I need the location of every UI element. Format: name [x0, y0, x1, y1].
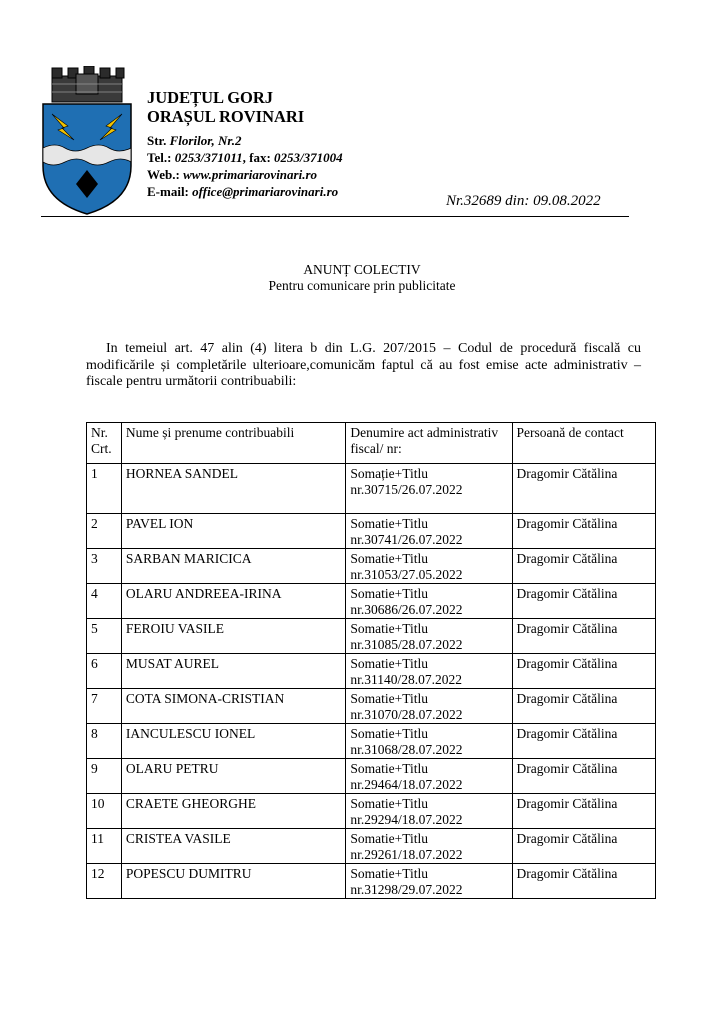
row-contact: Dragomir Cătălina [512, 829, 655, 864]
row-act [346, 794, 512, 829]
act-type: Somatie+Titlu [350, 761, 429, 776]
row-name: SARBAN MARICICA [121, 549, 346, 584]
row-name: CRISTEA VASILE [121, 829, 346, 864]
row-contact: Dragomir Cătălina [512, 514, 655, 549]
table-row [87, 759, 656, 794]
act-type: Somatie+Titlu [350, 796, 429, 811]
table-row [87, 724, 656, 759]
row-name: CRAETE GHEORGHE [121, 794, 346, 829]
act-type: Somatie+Titlu [350, 866, 429, 881]
web-line: Web.: www.primariarovinari.ro [147, 167, 318, 182]
row-nr: 12 [87, 864, 122, 899]
act-number: nr.31085/28.07.2022 [350, 637, 463, 652]
institution-header [147, 88, 343, 200]
header-divider [41, 216, 629, 217]
act-number: nr.29464/18.07.2022 [350, 777, 463, 792]
row-nr: 11 [87, 829, 122, 864]
table-row [87, 549, 656, 584]
row-contact: Dragomir Cătălina [512, 689, 655, 724]
row-name: OLARU PETRU [121, 759, 346, 794]
act-type: Somatie+Titlu [350, 551, 429, 566]
table-header-row [87, 423, 656, 464]
act-number: nr.31068/28.07.2022 [350, 742, 463, 757]
header-nr: Nr. Crt. [87, 423, 122, 464]
coat-of-arms [38, 66, 136, 216]
act-number: nr.30686/26.07.2022 [350, 602, 463, 617]
table-row [87, 619, 656, 654]
row-nr: 6 [87, 654, 122, 689]
row-act [346, 724, 512, 759]
row-name: POPESCU DUMITRU [121, 864, 346, 899]
row-act [346, 654, 512, 689]
table-row [87, 514, 656, 549]
row-name: PAVEL ION [121, 514, 346, 549]
row-nr: 8 [87, 724, 122, 759]
row-act [346, 864, 512, 899]
contributors-table [86, 422, 656, 899]
row-act [346, 514, 512, 549]
reference-number: Nr.32689 din: 09.08.2022 [446, 193, 601, 209]
header-act: Denumire act administrativ fiscal/ nr: [346, 423, 512, 464]
title-sub: Pentru comunicare prin publicitate [268, 278, 456, 293]
row-name: HORNEA SANDEL [121, 464, 346, 514]
act-type: Somatie+Titlu [350, 726, 429, 741]
row-contact: Dragomir Cătălina [512, 584, 655, 619]
header-contact: Persoană de contact [512, 423, 655, 464]
table-row [87, 464, 656, 514]
header-name: Nume și prenume contribuabili [121, 423, 346, 464]
row-act [346, 829, 512, 864]
row-contact: Dragomir Cătălina [512, 724, 655, 759]
act-type: Somatie+Titlu [350, 586, 429, 601]
act-type: Somatie+Titlu [350, 516, 429, 531]
row-nr: 1 [87, 464, 122, 514]
act-number: nr.31298/29.07.2022 [350, 882, 463, 897]
row-nr: 5 [87, 619, 122, 654]
row-contact: Dragomir Cătălina [512, 864, 655, 899]
row-contact: Dragomir Cătălina [512, 619, 655, 654]
web-link[interactable]: www.primariarovinari.ro [183, 167, 318, 182]
row-act [346, 549, 512, 584]
act-number: nr.30715/26.07.2022 [350, 482, 463, 497]
row-act [346, 689, 512, 724]
row-nr: 9 [87, 759, 122, 794]
row-nr: 4 [87, 584, 122, 619]
row-name: COTA SIMONA-CRISTIAN [121, 689, 346, 724]
email-link[interactable]: office@primariarovinari.ro [192, 184, 339, 199]
row-nr: 10 [87, 794, 122, 829]
row-name: IANCULESCU IONEL [121, 724, 346, 759]
act-number: nr.29294/18.07.2022 [350, 812, 463, 827]
title-main: ANUNȚ COLECTIV [303, 262, 421, 277]
county-name: JUDEȚUL GORJ [147, 88, 274, 107]
act-number: nr.31140/28.07.2022 [350, 672, 463, 687]
table-row [87, 794, 656, 829]
act-number: nr.29261/18.07.2022 [350, 847, 463, 862]
act-type: Somatie+Titlu [350, 621, 429, 636]
email-line: E-mail: office@primariarovinari.ro [147, 184, 339, 199]
document-title [0, 262, 724, 294]
row-contact: Dragomir Cătălina [512, 464, 655, 514]
row-act [346, 584, 512, 619]
act-type: Somatie+Titlu [350, 656, 429, 671]
act-number: nr.30741/26.07.2022 [350, 532, 463, 547]
row-act [346, 464, 512, 514]
table-row [87, 829, 656, 864]
table-row [87, 654, 656, 689]
row-nr: 2 [87, 514, 122, 549]
row-nr: 7 [87, 689, 122, 724]
intro-paragraph: In temeiul art. 47 alin (4) litera b din L.G. 207/2015 – Codul de procedură fiscală cu modificările și completările ulterioare,comunicăm faptul că au fost emise acte administrativ – fiscale pentru următorii contribuabili: [86, 341, 641, 389]
row-act [346, 759, 512, 794]
act-type: Somatie+Titlu [350, 831, 429, 846]
row-act [346, 619, 512, 654]
phone-line: Tel.: 0253/371011, fax: 0253/371004 [147, 150, 343, 165]
row-contact: Dragomir Cătălina [512, 654, 655, 689]
row-contact: Dragomir Cătălina [512, 759, 655, 794]
row-name: MUSAT AUREL [121, 654, 346, 689]
row-nr: 3 [87, 549, 122, 584]
table-row [87, 864, 656, 899]
row-name: FEROIU VASILE [121, 619, 346, 654]
row-contact: Dragomir Cătălina [512, 549, 655, 584]
row-contact: Dragomir Cătălina [512, 794, 655, 829]
table-row [87, 584, 656, 619]
act-type: Somatie+Titlu [350, 691, 429, 706]
act-number: nr.31053/27.05.2022 [350, 567, 463, 582]
act-number: nr.31070/28.07.2022 [350, 707, 463, 722]
address-line: Str. Florilor, Nr.2 [147, 133, 242, 148]
town-name: ORAȘUL ROVINARI [147, 107, 305, 126]
row-name: OLARU ANDREEA-IRINA [121, 584, 346, 619]
act-type: Somație+Titlu [350, 466, 429, 481]
table-row [87, 689, 656, 724]
